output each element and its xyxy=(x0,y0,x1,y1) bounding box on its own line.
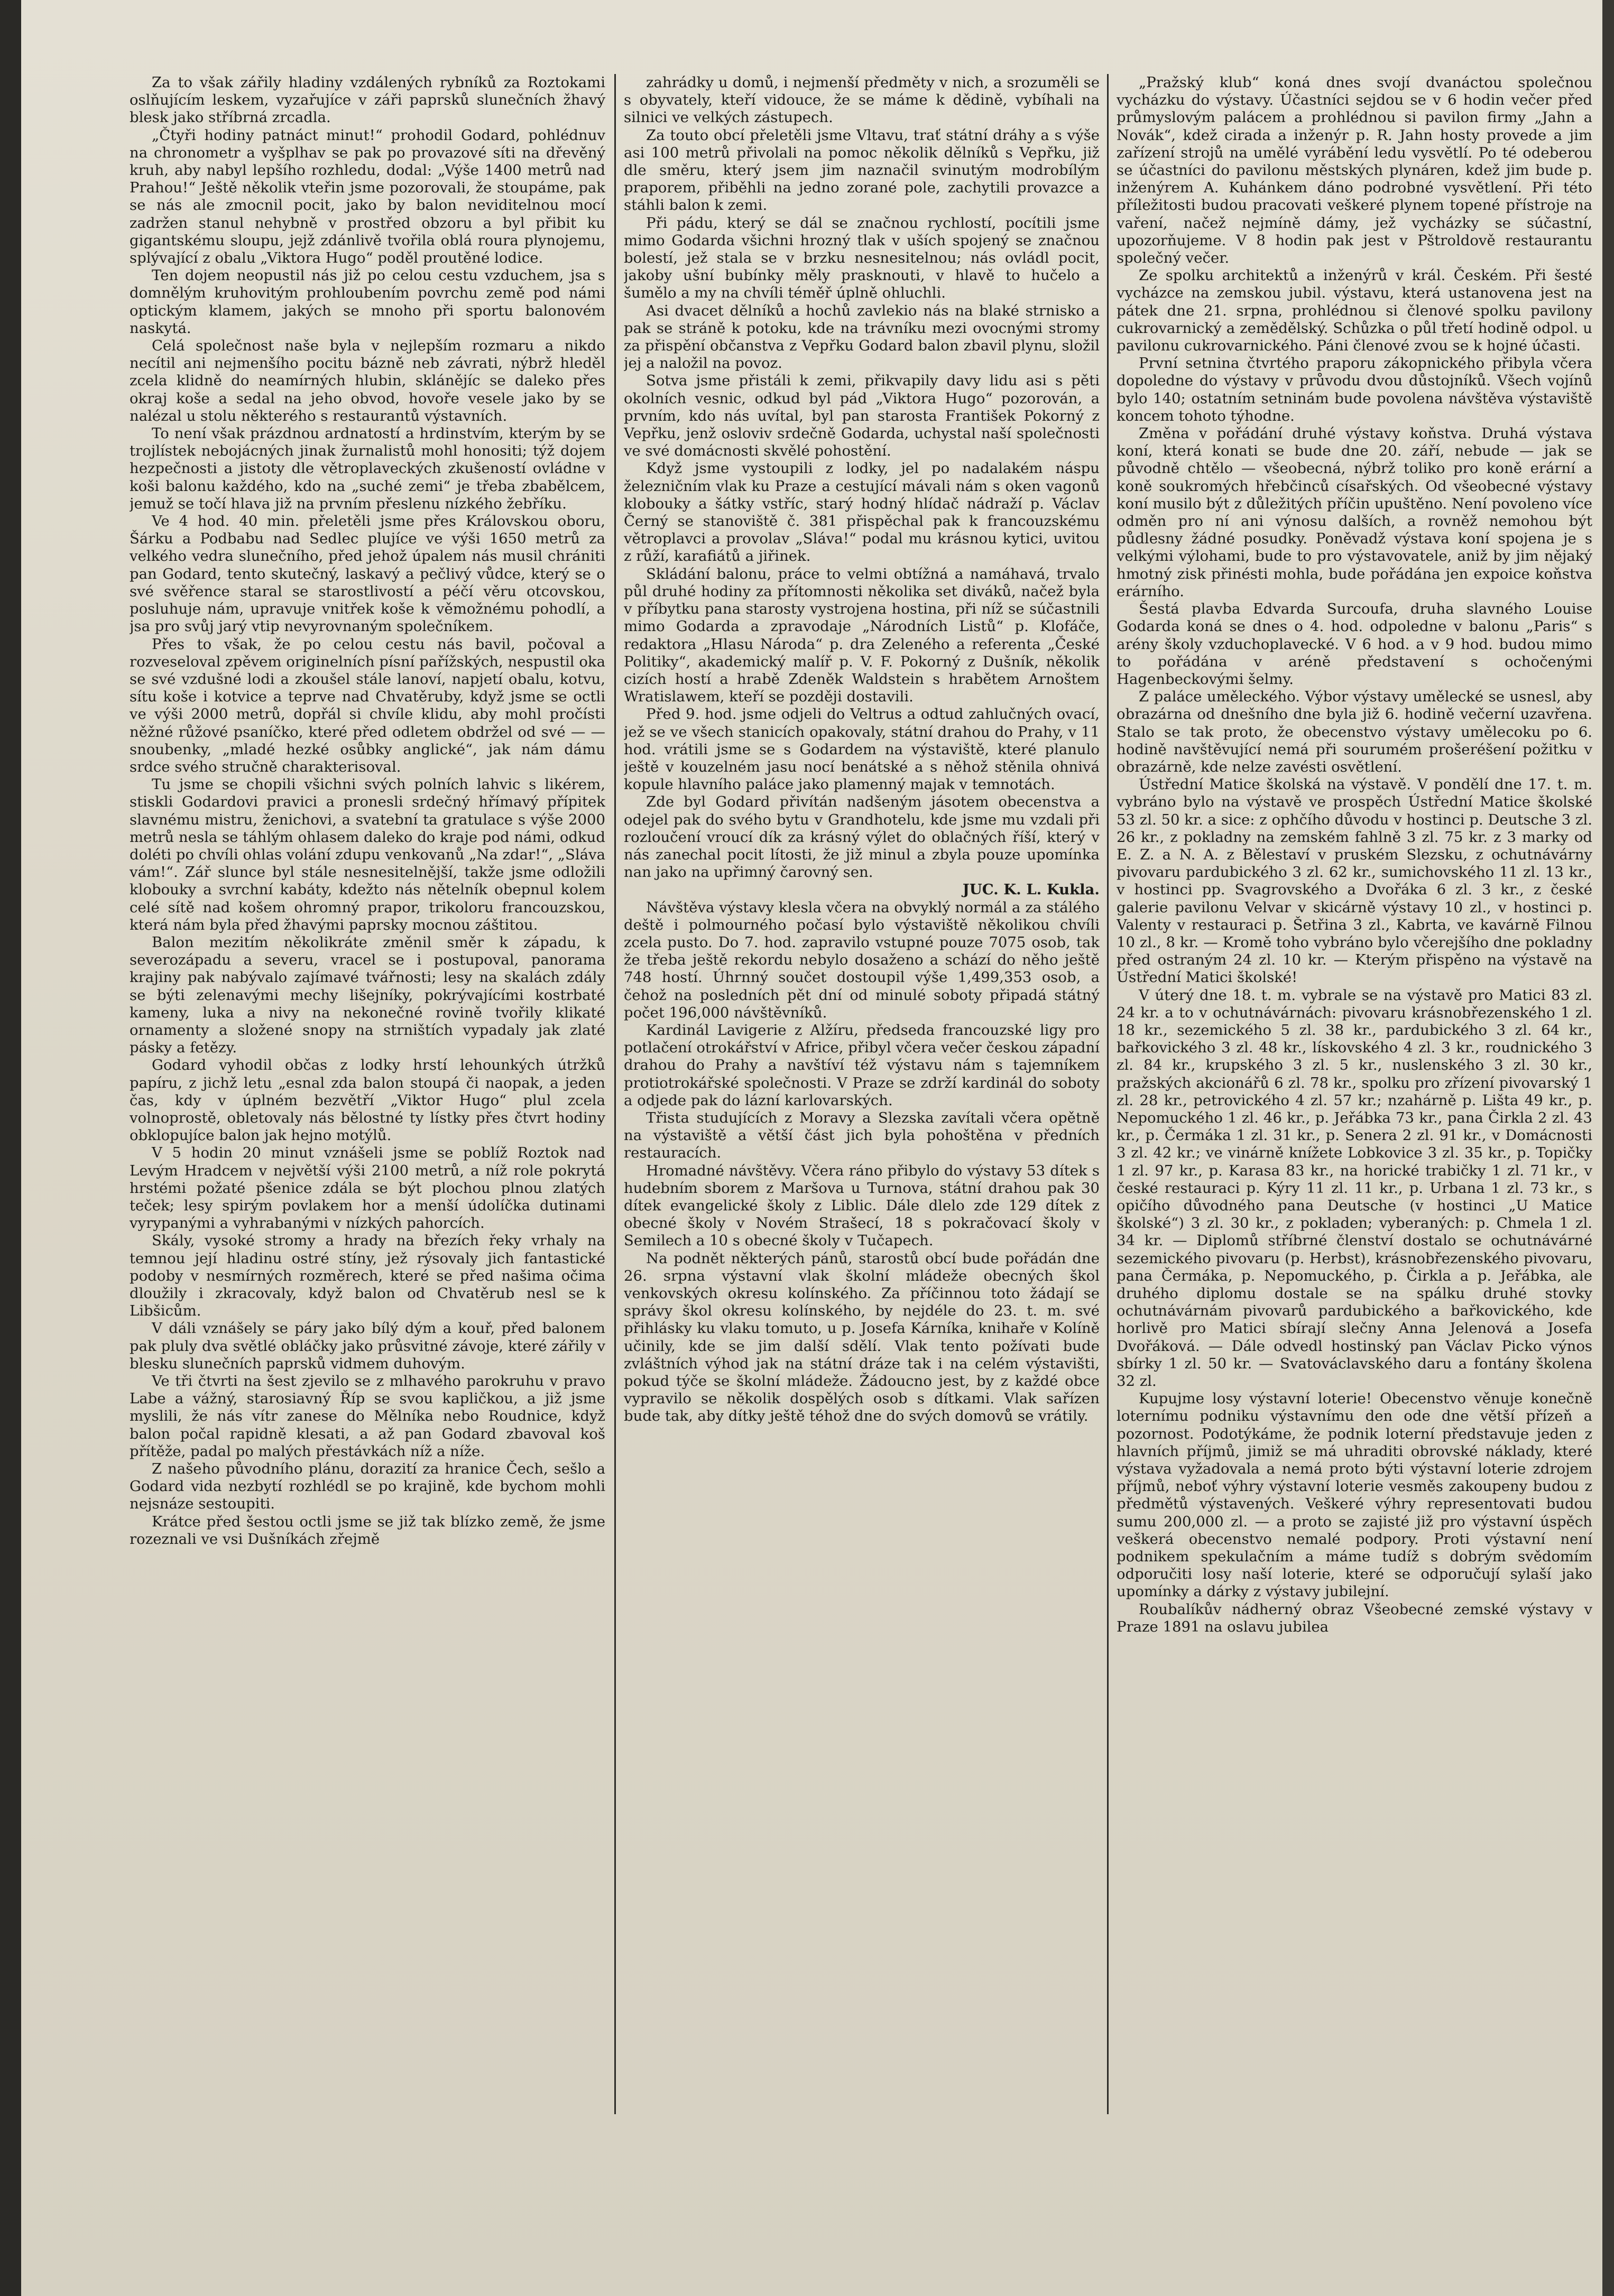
paragraph: V 5 hodin 20 minut vznášeli jsme se poblíž Roztok nad Levým Hradcem v největší výši 2100 metrů, a níž role pokrytá hrstémi požaté pšenice zdála se být plochou plnou zlatých teček; lesy spirým povlakem hor a menší údolíčka dutinami vyrypanými a vyhrabanými v nízkých pahorcích. xyxy=(130,1144,605,1232)
paragraph: Skládání balonu, práce to velmi obtížná a namáhavá, trvalo půl druhé hodiny za přítomnosti několika set diváků, načež byla v příbytku pana starosty vystrojena hostina, při níž se súčastnili mimo Godarda a zpravodaje „Národních Listů“ p. Klofáče, redaktora „Hlasu Národa“ p. dra Zeleného a referenta „České Politiky“, akademický malíř p. V. F. Pokorný z Dušník, několik cizích hostí a hrabě Zdeněk Waldstein s hrabětem Arnoštem Wratislawem, kteří se později dostavili. xyxy=(624,565,1100,706)
paragraph: Ústřední Matice školská na výstavě. V pondělí dne 17. t. m. vybráno bylo na výstavě ve prospěch Ústřední Matice školské 53 zl. 50 kr. a sice: z ophčího důvodu v hostinci p. Deutsche 3 zl. 26 kr., z pokladny na zemském fahlně 3 zl. 75 kr. z 3 marky od E. Z. a N. A. z Bělestaví v pruském Slezsku, z ochutnávárny pivovaru pardubického 3 zl. 62 kr., sumichovského 11 zl. 13 kr., v hostinci pp. Svagrovského a Dvořáka 6 zl. 3 kr., z české galerie pavilonu Velvar v skicárně výstavy 10 zl., v hostinci p. Valenty v restauraci p. Šetřina 3 zl., Kabrta, ve kavárně Filnou 10 zl., 8 kr. — Kromě toho vybráno bylo včerejšího dne pokladny před ostraným 24 zl. 10 kr. — Kterým přispěno na výstavě na Ústřední Matici školské! xyxy=(1117,776,1592,986)
paragraph: „Čtyři hodiny patnáct minut!“ prohodil Godard, pohlédnuv na chronometr a vyšplhav se pak po provazové síti na dřevěný kruh, aby nabyl lepšího rozhledu, dodal: „Výše 1400 metrů nad Prahou!“ Ještě několik vteřin jsme pozorovali, že stoupáme, pak se nás ale zmocnil pocit, jako by balon neviditelnou mocí zadržen stanul nehybně v prostřed obzoru a byl přibit ku gigantskému sloupu, jejž zdánlivě tvořila oblá roura plynojemu, splývající z obalu „Viktora Hugo“ poděl proutěné lodice. xyxy=(130,126,605,267)
paragraph: Při pádu, který se dál se značnou rychlostí, pocítili jsme mimo Godarda všichni hrozný tlak v uších spojený se značnou bolestí, jež stala se v brzku nesnesitelnou; nás ovládl pocit, jakoby ušní bubínky měly prasknouti, v hlavě to hučelo a šumělo a my na chvíli téměř úplně ohluchli. xyxy=(624,214,1100,302)
paragraph: Sotva jsme přistáli k zemi, přikvapily davy lidu asi s pěti okolních vesnic, odkud byl pád „Viktora Hugo“ pozorován, a prvním, kdo nás uvítal, byl pan starosta František Pokorný z Vepřku, jenž osloviv srdečně Godarda, uchystal naší společnosti ve své domácnosti skvělé pohostění. xyxy=(624,372,1100,460)
paragraph: Balon mezitím několikráte změnil směr k západu, k severozápadu a severu, vracel se i postupoval, panorama krajiny pak nabývalo zajímavé tvářnosti; lesy na skalách zdály se býti zelenavými mechy lišejníky, pokrývajícími kostrbaté kameny, luka a nivy na nekonečné rovině tvořily klikaté ornamenty a složené snopy na strništích vypadaly jak zlaté pásky a fetězy. xyxy=(130,933,605,1057)
paragraph: Šestá plavba Edvarda Surcoufa, druha slavného Louise Godarda koná se dnes o 4. hod. odpoledne v balonu „Paris“ s arény školy vzduchoplavecké. V 6 hod. a v 9 hod. budou mimo to pořádána v aréně představení s ochočenými Hagenbeckovými šelmy. xyxy=(1117,600,1592,688)
paragraph: Za touto obcí přeletěli jsme Vltavu, trať státní dráhy a s výše asi 100 metrů přivolali na pomoc několik dělníků s Vepřku, již dle směru, který jsem jim naznačil svinutým modrobílým praporem, přiběhli na jedno zorané pole, zachytili provazce a stáhli balon k zemi. xyxy=(624,126,1100,214)
paragraph: Roubalíkův nádherný obraz Všeobecné zemské výstavy v Praze 1891 na oslavu jubilea xyxy=(1117,1600,1592,1635)
paragraph: Ze spolku architektů a inženýrů v král. Českém. Při šesté vycházce na zemskou jubil. výstavu, která ustanovena jest na pátek dne 21. srpna, prohlédnou si členové spolku pavilony cukrovarnický a zemědělský. Schůzka o půl třetí hodině odpol. u pavilonu cukrovarnického. Páni členové zvou se k hojné účasti. xyxy=(1117,267,1592,355)
paragraph: Ten dojem neopustil nás již po celou cestu vzduchem, jsa s domnělým kruhovitým prohloubením povrchu země pod námi optickým klamem, jakých se mnoho při sportu balonovém naskytá. xyxy=(130,267,605,337)
paragraph: Z našeho původního plánu, dorazití za hranice Čech, sešlo a Godard vida nezbytí rozhlédl se po krajině, kde bychom mohli nejsnáze sestoupiti. xyxy=(130,1460,605,1513)
paragraph: V úterý dne 18. t. m. vybrale se na výstavě pro Matici 83 zl. 24 kr. a to v ochutnávárnách: pivovaru krásnobřezenského 1 zl. 18 kr., sezemického 5 zl. 38 kr., pardubického 3 zl. 64 kr., bařkovického 3 zl. 48 kr., lískovského 4 zl. 3 kr., roudnického 3 zl. 84 kr., krupského 3 zl. 5 kr., nuslenského 3 zl. 30 kr., pražských akcionářů 6 zl. 78 kr., spolku pro zřízení pivovarský 1 zl. 28 kr., petrovického 4 zl. 57 kr.; nzahárně p. Lišta 49 kr., p. Nepomuckého 1 zl. 46 kr., p. Jeřábka 73 kr., pana Čirkla 2 zl. 43 kr., p. Čermáka 1 zl. 31 kr., p. Senera 2 zl. 91 kr., v Domácnosti 3 zl. 42 kr.; ve vinárně knížete Lobkovice 3 zl. 35 kr., p. Topičky 1 zl. 97 kr., p. Karasa 83 kr., na horické trabičky 1 zl. 71 kr., v české restauraci p. Kýry 11 zl. 11 kr., p. Urbana 1 zl. 73 kr., s opičího důvodného pana Deutsche (v hostinci „U Matice školské“) 3 zl. 30 kr., z pokladen; vyberaných: p. Chmela 1 zl. 34 kr. — Diplomů stříbrné členství dostalo se ochutnávárné sezemického pivovaru (p. Herbst), krásnobřezenského pivovaru, pana Čermáka, p. Nepomuckého, p. Čirkla a p. Jeřábka, ale druhého diplomu dostale se na spálku druhé stovky ochutnávárnám pivovarů pardubického a bařkovického, kde horlivě pro Matici sbírají slečny Anna Jelenová a Josefa Dvořáková. — Dále odvedl hostinský pan Václav Picko výnos sbírky 1 zl. 50 kr. — Svatováclavského daru a fontány školena 32 zl. xyxy=(1117,986,1592,1390)
column-rule xyxy=(1107,74,1109,2114)
paragraph: Když jsme vystoupili z lodky, jel po nadalakém náspu železničním vlak ku Praze a cestující mávali nám s oken vagonů klobouky a šátky vstříc, starý hodný hlídač nádraží p. Václav Černý se stanoviště č. 381 přispěchal pak k francouzskému větroplavci a provolav „Sláva!“ podal mu krásnou kytici, uvitou z růží, karafiátů a jiřinek. xyxy=(624,460,1100,565)
paragraph: První setnina čtvrtého praporu zákopnického přibyla včera dopoledne do výstavy v průvodu dvou důstojníků. Všech vojínů bylo 140; ostatním setninám bude povolena návštěva výstaviště koncem tohoto týhodne. xyxy=(1117,355,1592,424)
article-column-1 xyxy=(130,74,605,2252)
paragraph: Tu jsme se chopili všichni svých polních lahvic s likérem, stiskli Godardovi pravici a pronesli srdečný hřímavý přípitek slavnému mistru, ženichovi, a svatební ta gratulace s výše 2000 metrů nesla se táhlým ohlasem daleko do kraje pod námi, odkud doléti po chvíli ohlas volání zdupu venkovanů „Na zdar!“, „Sláva vám!“. Zář slunce byl stále nesnesitelnější, takže jsme odložili klobouky a svrchní kabáty, kdežto nás nětelník obepnul kolem celé sítě nad košem ohromný prapor, trikoloru francouzskou, která nám byla před žhavými paprsky mocnou záštitou. xyxy=(130,776,605,933)
paragraph: Zde byl Godard přivítán nadšeným jásotem obecenstva a odejel pak do svého bytu v Grandhotelu, kde jsme mu vzdali při rozloučení vroucí dík za krásný výlet do oblačných říší, který v nás zanechal pocit lítosti, že již minul a zbyla pouze upomínka nan jako na upřimný čarovný sen. xyxy=(624,793,1100,881)
paragraph: V dáli vznášely se páry jako bílý dým a kouř, před balonem pak pluly dva světlé obláčky jako průsvitné závoje, které zářily v blesku slunečních paprsků vidmem duhovým. xyxy=(130,1320,605,1372)
paragraph: Z paláce uměleckého. Výbor výstavy umělecké se usnesl, aby obrazárna od dnešního dne byla již 6. hodině večerní uzavřena. Stalo se tak proto, že obecenstvo výstavy umělecoku po 6. hodině navštěvující nemá při sourumém prošeréšení požitku v obrazárně, kde nelze zavésti osvětlení. xyxy=(1117,688,1592,775)
paragraph: Celá společnost naše byla v nejlepším rozmaru a nikdo necítil ani nejmenšího pocitu bázně neb závrati, nýbrž hleděl zcela klidně do neamírných hlubin, sklánějíc se daleko přes okraj koše a sedal na jeho obvod, hovoře vesele jako by se nalézal u stolu některého s restaurantů výstavních. xyxy=(130,337,605,424)
paragraph: To není však prázdnou ardnatostí a hrdinstvím, kterým by se trojlístek nebojácných jinak žurnalistů mohl honositi; týž dojem hezpečnosti a jistoty dle větroplaveckých zkušeností ovládne v koši balonu každého, kdo na „suché zemi“ je třeba zbabělcem, jemuž se točí hlava již na prvním přeslenu nízkého žebříku. xyxy=(130,425,605,512)
scan-edge-right xyxy=(1602,0,1614,2296)
paragraph: Kardinál Lavigerie z Alžíru, předseda francouzské ligy pro potlačení otrokářství v Africe, přibyl včera večer českou západní drahou do Prahy a navštíví též výstavu nám s tajemníkem protiotrokářské společnosti. V Praze se zdrží kardinál do soboty a odjede pak do lázní karlovarských. xyxy=(624,1021,1100,1109)
paragraph: Před 9. hod. jsme odjeli do Veltrus a odtud zahlučných ovací, jež se ve všech stanicích opakovaly, státní drahou do Prahy, v 11 hod. vrátili jsme se s Godardem na výstaviště, které planulo ještě v kouzelném jasu nocí benátské a s něhož stěnila ohnivá kopule hlavního paláce jako plamenný majak v temnotách. xyxy=(624,706,1100,793)
paragraph: Asi dvacet dělníků a hochů zavlekio nás na blaké strnisko a pak se stráně k potoku, kde na trávníku mezi ovocnými stromy za přispění občanstva z Vepřku Godard balon zbavil plynu, složil jej a naložil na povoz. xyxy=(624,302,1100,372)
paragraph: Přes to však, že po celou cestu nás bavil, počoval a rozveseloval zpěvem originelních písní pařížských, nespustil oka se své vzdušné lodi a zkoušel stále lanoví, napjetí obalu, kotvu, sítu koše i kotvice a teprve nad Chvatěruby, když jsme se octli ve výši 2000 metrů, dopřál si chvíle klidu, aby mohl pročísti něžné růžové psaníčko, které před odletem obdržel od své — — snoubenky, „mladé hezké osůbky anglické“, jak nám dámu srdce svého stručně charakterisoval. xyxy=(130,635,605,775)
paragraph: Hromadné návštěvy. Včera ráno přibylo do výstavy 53 dítek s hudebním sborem z Maršova u Turnova, státní drahou pak 30 dítek evangelické školy z Liblic. Dále dlelo zde 129 dítek z obecné školy v Novém Strašecí, 18 s pokračovací školy v Semilech a 10 s obecné školy v Tučapech. xyxy=(624,1162,1100,1249)
article-column-3 xyxy=(1117,74,1592,2252)
paragraph: Ve 4 hod. 40 min. přeletěli jsme přes Královskou oboru, Šárku a Podbabu nad Sedlec plujíce ve výši 1650 metrů za velkého vedra slunečního, před jehož úpalem nás musil chrániti pan Godard, tento skutečný, laskavý a pečlivý vůdce, který se o své svěřence staral se starostlivostí a péčí věru otcovskou, posluhuje nám, upravuje vnitřek koše k věmožnému pohodlí, a jsa pro svůj jarý vtip nevyrovnaným společníkem. xyxy=(130,513,605,635)
paragraph: zahrádky u domů, i nejmenší předměty v nich, a srozuměli se s obyvately, kteří vidouce, že se máme k dědině, vybíhali na silnici ve velkých zástupech. xyxy=(624,74,1100,126)
paragraph: Na podnět některých pánů, starostů obcí bude pořádán dne 26. srpna výstavní vlak školní mládeže obecných škol venkovských okresu kolínského. Za příčinnou toto žádají se správy škol okresu kolínského, by nejdéle do 23. t. m. své přihlásky ku vlaku tomuto, u p. Josefa Kárníka, knihaře v Kolíně učinily, kde se jim další sdělí. Vlak tento požívati bude zvláštních výhod jak na státní dráze tak i na celém výstavišti, pokud týče se školní mládeže. Žádoucno jest, by z každé obce vypravilo se několik dospělých osob s dítkami. Vlak sařízen bude tak, aby dítky ještě téhož dne do svých domovů se vrátily. xyxy=(624,1249,1100,1425)
paragraph: Za to však zářily hladiny vzdálených rybníků za Roztokami oslňujícím leskem, vyzařujíce v záři paprsků slunečních žhavý blesk jako stříbrná zrcadla. xyxy=(130,74,605,126)
paragraph: Godard vyhodil občas z lodky hrstí lehounkých útržků papíru, z jichž letu „esnal zda balon stoupá či naopak, a jeden čas, kdy v úplném bezvětří „Viktor Hugo“ plul zcela volnoprostě, obletovaly nás bělostné ty lístky přes čtvrt hodiny obklopujíce balon jak hejno motýlů. xyxy=(130,1057,605,1144)
paragraph: Skály, vysoké stromy a hrady na březích řeky vrhaly na temnou její hladinu ostré stíny, jež rýsovaly jich fantastické podoby v nesmírných rozměrech, které se před našima očima dloužily i zkracovaly, když balon od Chvatěrub nesl se k Libšicům. xyxy=(130,1232,605,1320)
paragraph: Krátce před šestou octli jsme se již tak blízko země, že jsme rozeznali ve vsi Dušníkách zřejmě xyxy=(130,1513,605,1548)
paragraph: Ve tři čtvrti na šest zjevilo se z mlhavého parokruhu v pravo Labe a vážný, starosiavný Říp se svou kapličkou, a již jsme myslili, že nás vítr zanese do Mělníka nebo Roudnice, když balon počal rapidně klesati, a až pan Godard zbavoval koš přítěže, padal po malých přestávkách níž a níže. xyxy=(130,1373,605,1460)
scan-edge-left xyxy=(0,0,21,2296)
paragraph: „Pražský klub“ koná dnes svojí dvanáctou společnou vycházku do výstavy. Účastníci sejdou se v 6 hodin večer před průmyslovým palácem a prohlédnou si pavilon firmy „Jahn a Novák“, kdež cirada a inženýr p. R. Jahn hosty provede a jim zařízení strojů na umělé vyrábění ledu vysvětlí. Po té odeberou se účastníci do pavilonu městských plynáren, kdež jim bude p. inženýrem A. Kuhánkem dáno podrobné vysvětlení. Při této příležitosti budou pracovati veškeré plynem topené přístroje na vaření, načež nejmíně dámy, jež vycházky se súčastní, upozorňujeme. V 8 hodin pak jest v Pštroldově restaurantu společný večer. xyxy=(1117,74,1592,267)
paragraph: Třista studujících z Moravy a Slezska zavítali včera opětně na výstaviště a větší část jich byla pohoštěna v předních restauracích. xyxy=(624,1109,1100,1162)
article-column-2 xyxy=(624,74,1100,2252)
column-rule xyxy=(614,74,616,2114)
paragraph: Návštěva výstavy klesla včera na obvyklý normál a za stálého deště i polmourného počasí bylo výstaviště několikou chvíli zcela pusto. Do 7. hod. zapravilo vstupné pouze 7075 osob, tak že třeba ještě rekordu nebylo dosaženo a schází do něho ještě 748 hostí. Úhrnný součet dostoupil výše 1,499,353 osob, a čehož na posledních pět dní od minulé soboty připadá státný počet 196,000 návštěvníků. xyxy=(624,899,1100,1021)
paragraph: Změna v pořádání druhé výstavy koňstva. Druhá výstava koní, která konati se bude dne 20. září, nebude — jak se původně chtělo — všeobecná, nýbrž toliko pro koně erární a koně soukromých hřebčinců císařských. Od všeobecné výstavy koní musilo být z důležitých příčin upuštěno. Není povoleno více odměn pro ní ani výnosu dalších, a rovněž nemohou být půdlesny žádné posudky. Poněvadž výstava koní spojena je s velkými výlohami, bude to pro výstavovatele, aniž by jim nějaký hmotný zisk přinésti mohla, bude pořádána jen expoice koňstva erárního. xyxy=(1117,425,1592,600)
author-signature: JUC. K. L. Kukla. xyxy=(962,881,1100,899)
paragraph: Kupujme losy výstavní loterie! Obecenstvo věnuje konečně loternímu podniku výstavnímu den ode dne větší přízeň a pozornost. Podotýkáme, že podnik loterní představuje jeden z hlavních příjmů, jimiž se má uhraditi obrovské náklady, které výstava vyžadovala a nemá proto býti výstavní loterie zdrojem příjmů, neboť výhry výstavní loterie vesměs zakoupeny budou z předmětů výstavených. Veškeré výhry representovati budou sumu 200,000 zl. — a proto se zajisté již pro výstavní úspěch veškerá obecenstvo nemalé podpory. Proti výstavní není podnikem spekulačním a máme tudíž s dobrým svědomím odporučiti losy naší loterie, které se odporučují sylaší jako upomínky a dárky z výstavy jubilejní. xyxy=(1117,1390,1592,1600)
